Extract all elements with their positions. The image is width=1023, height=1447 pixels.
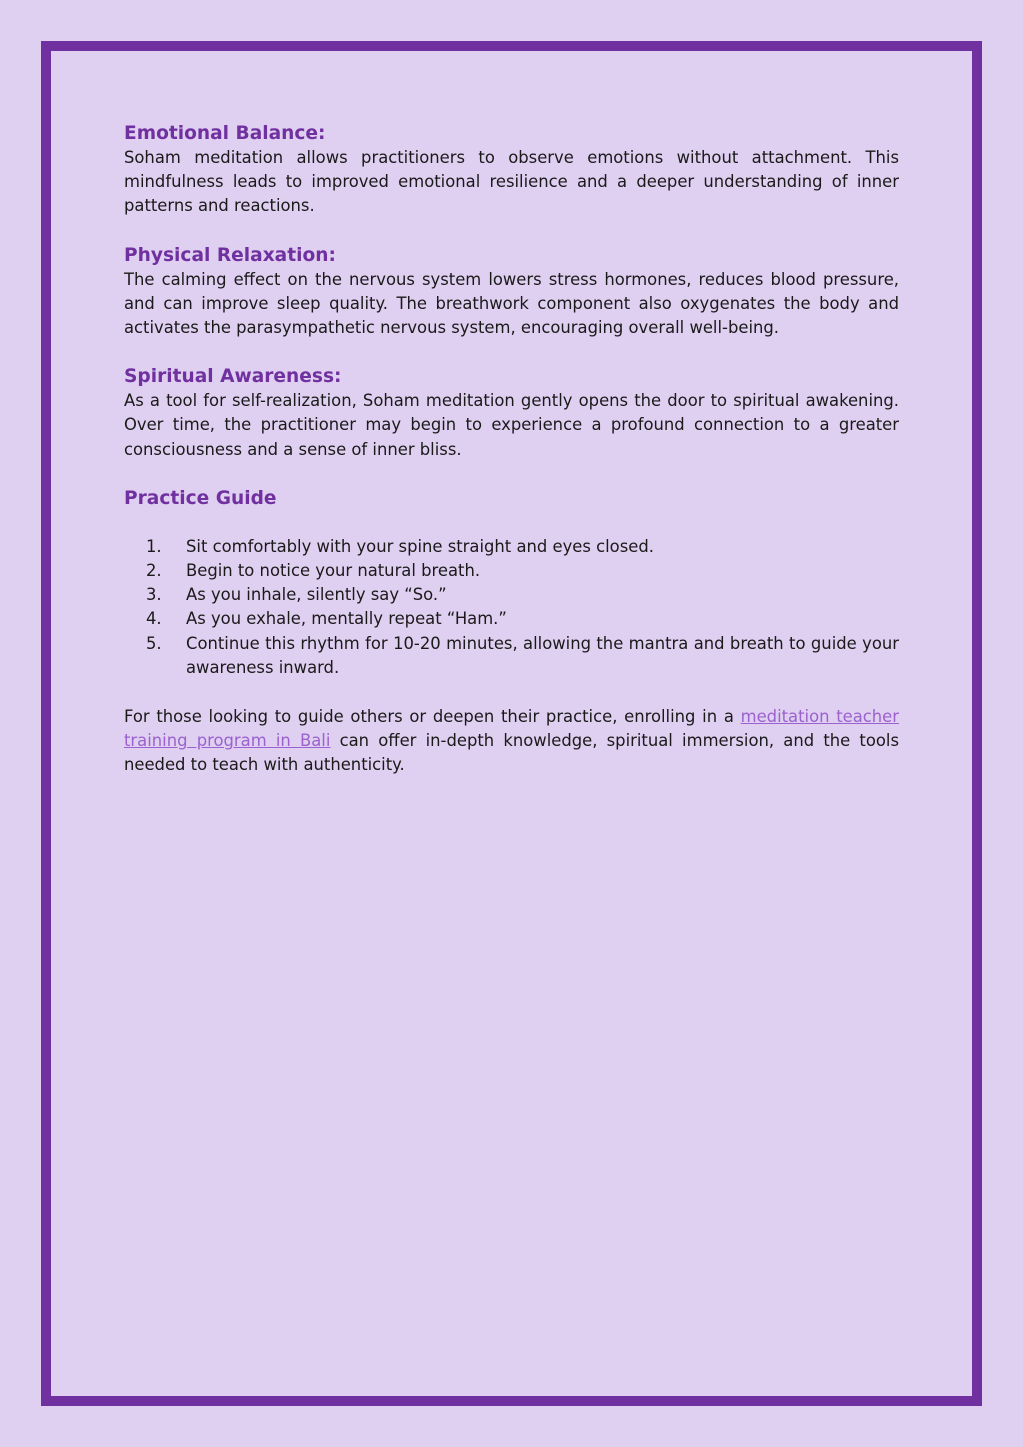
spacer bbox=[124, 340, 899, 365]
list-item bbox=[124, 535, 899, 559]
list-item bbox=[124, 632, 899, 680]
step-number: 2. bbox=[146, 561, 162, 581]
step-number: 1. bbox=[146, 536, 162, 556]
section-text-emotional-balance: Soham meditation allows practitioners to observe emotions without attachment. This mindfulness leads to improved emotional resilience and a deeper understanding of inner patterns and reactions. bbox=[124, 148, 899, 216]
meditation-teacher-training-link[interactable]: meditation teacher training program in Bali bbox=[124, 707, 899, 751]
step-text: Sit comfortably with your spine straight and eyes closed. bbox=[186, 536, 654, 556]
step-number: 4. bbox=[146, 609, 162, 629]
list-item bbox=[124, 583, 899, 607]
step-text: As you exhale, mentally repeat “Ham.” bbox=[186, 609, 507, 629]
document-content bbox=[124, 122, 899, 778]
step-number: 5. bbox=[146, 633, 162, 653]
step-text: Continue this rhythm for 10-20 minutes, allowing the mantra and breath to guide your awareness inward. bbox=[186, 633, 899, 677]
closing-paragraph bbox=[124, 705, 899, 778]
list-item bbox=[124, 607, 899, 631]
section-text-physical-relaxation: The calming effect on the nervous system lowers stress hormones, reduces blood pressure, and can improve sleep quality. The breathwork component also oxygenates the body and activates the parasympathetic nervous system, encouraging overall well-being. bbox=[124, 269, 899, 338]
spacer bbox=[124, 462, 899, 487]
list-item bbox=[124, 559, 899, 583]
closing-text-before-link: For those looking to guide others or deepen their practice, enrolling in a bbox=[124, 707, 741, 727]
step-number: 3. bbox=[146, 585, 162, 605]
section-heading-spiritual-awareness: Spiritual Awareness: bbox=[124, 366, 342, 388]
step-text: Begin to notice your natural breath. bbox=[186, 561, 481, 581]
spacer bbox=[124, 219, 899, 244]
section-text-spiritual-awareness: As a tool for self-realization, Soham meditation gently opens the door to spiritual awakening. Over time, the practitioner may begin to experience a profound connection to a greater consciousness and a sense of inner bliss. bbox=[124, 391, 899, 459]
closing-text-after-link: can offer in-depth knowledge, spiritual immersion, and the tools needed to teach with authenticity. bbox=[124, 731, 900, 775]
practice-steps-list bbox=[124, 535, 899, 680]
practice-guide-heading: Practice Guide bbox=[124, 487, 277, 509]
section-heading-physical-relaxation: Physical Relaxation: bbox=[124, 244, 336, 266]
spacer bbox=[124, 680, 899, 705]
section-heading-emotional-balance: Emotional Balance: bbox=[124, 123, 326, 144]
step-text: As you inhale, silently say “So.” bbox=[186, 585, 447, 605]
